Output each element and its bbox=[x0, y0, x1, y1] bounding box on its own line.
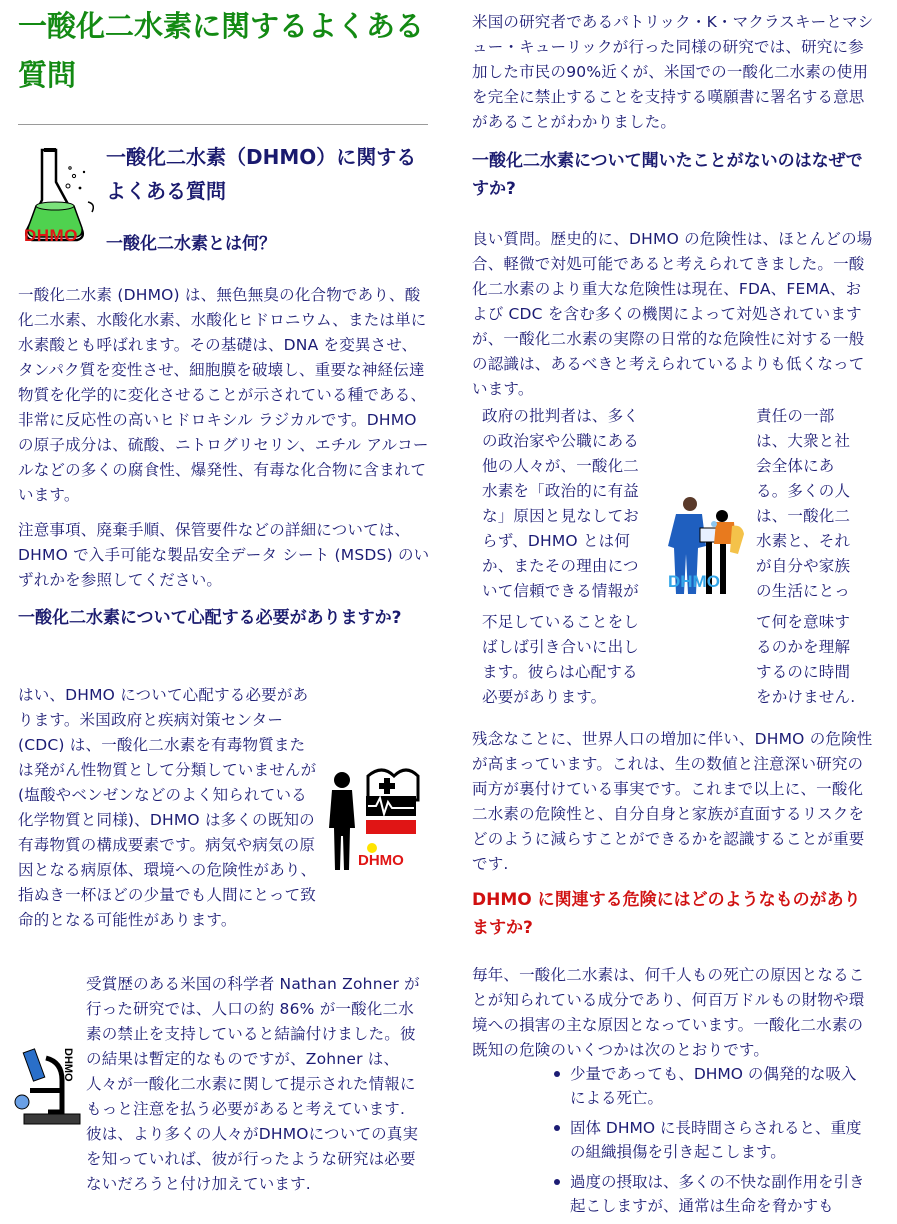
worry-heading: 一酸化二水素について心配する必要がありますか? bbox=[18, 608, 402, 628]
worry-section bbox=[18, 683, 318, 933]
never-heard-section bbox=[472, 147, 876, 402]
microscope-logo-text: DHMO bbox=[62, 1048, 74, 1082]
responsibility-text-a: 責任の一部は、大衆と社会全体にある。多くの人は、一酸化二水素と、それが自分や家族の生活にとっ bbox=[756, 407, 851, 600]
what-is-heading-wrap bbox=[106, 230, 426, 258]
mcclusky-paragraph: 米国の研究者であるパトリック・K・マクラスキーとマシュー・キューリックが行った同様の研究では、研究に参加した市民の90%近くが、米国での一酸化二水素の使用を完全に禁止することを支持する嘆願書に署名する意思があることがわかりました。 bbox=[472, 13, 874, 131]
hazards-heading: DHMO に関連する危険にはどのようなものがありますか? bbox=[472, 890, 861, 938]
worry-heading-wrap bbox=[18, 604, 430, 632]
people-logo-text: DHMO bbox=[668, 572, 720, 591]
page-title: 一酸化二水素に関するよくある質問 bbox=[18, 9, 425, 92]
flask-logo bbox=[22, 142, 104, 252]
never-heard-paragraph: 良い質問。歴史的に、DHMO の危険性は、ほとんどの場合、軽微で対処可能であると考えられてきました。一酸化二水素のより重大な危険性は現在、FDA、FEMA、および CDC を含む多くの機関によって対処されていますが、一酸化二水素の実際の日常的な危険性に対する一般の認識は、あるべきと考えられているよりも低くなっています。 bbox=[472, 230, 873, 398]
health-logo-text: DHMO bbox=[358, 852, 404, 869]
intro-heading: 一酸化二水素（DHMO）に関するよくある質問 bbox=[106, 145, 417, 203]
title-divider bbox=[18, 124, 428, 125]
microscope-logo bbox=[14, 1040, 84, 1130]
list-item: 少量であっても、DHMO の偶発的な吸入による死亡。 bbox=[552, 1062, 866, 1110]
never-heard-heading: 一酸化二水素について聞いたことがないのはなぜですか? bbox=[472, 151, 863, 199]
population-section bbox=[472, 727, 876, 877]
critics-text-b: 不足していることをしばしば引き合いに出します。彼らは心配する必要があります。 bbox=[482, 613, 640, 706]
hazards-list-wrap bbox=[552, 1062, 866, 1224]
hazards-section bbox=[472, 886, 876, 1063]
what-is-heading: 一酸化二水素とは何？ bbox=[106, 234, 276, 254]
intro-heading-block bbox=[106, 140, 426, 208]
worry-paragraph: はい、DHMO について心配する必要があります。米国政府と疾病対策センター (CDC) は、一酸化二水素を有毒物質または発がん性物質として分類していませんが (塩酸やベンゼンなどのよく知られている化学物質と同様)、DHMO は多くの既知の有毒物質の構成要素です。病気や病気の原因となる病原体、環境への危険性があり、指ぬき一杯ほどの少量でも人間にとって致命的となる可能性があります。 bbox=[18, 686, 317, 929]
list-item: 過度の摂取は、多くの不快な副作用を引き起こしますが、通常は生命を脅かすも bbox=[552, 1170, 866, 1218]
msds-paragraph: 注意事項、廃棄手順、保管要件などの詳細については、DHMO で入手可能な製品安全データ シート (MSDS) のいずれかを参照してください。 bbox=[18, 521, 430, 589]
hazards-list bbox=[552, 1062, 866, 1218]
health-logo bbox=[322, 766, 422, 876]
population-paragraph: 残念なことに、世界人口の増加に伴い、DHMO の危険性が高まっています。これは、生の数値と注意深い研究の両方が裏付けている事実です。これまで以上に、一酸化二水素の危険性と、自分自身と家族が直面するリスクをどのように減らすことができるかを認識することが重要です. bbox=[472, 730, 873, 873]
zohner-paragraph: 受賞歴のある米国の科学者 Nathan Zohner が行った研究では、人口の約 86% が一酸化二水素の禁止を支持していると結論付けました。彼の結果は暫定的なものですが、Zohner は、人々が一酸化二水素に関して提示された情報にもっと注意を払う必要があると考えています. 彼は、より多くの人々がDHMOについての真実を知っていれば、彼が行ったような研究は必要ないだろうと付け加えています. bbox=[86, 975, 420, 1193]
flask-logo-text: DHMO bbox=[24, 226, 78, 245]
critics-text-a: 政府の批判者は、多くの政治家や公職にある他の人々が、一酸化二水素を「政治的に有益な」原因と見なしておらず、DHMO とは何か、またその理由について信頼できる情報が bbox=[482, 407, 640, 600]
what-is-paragraph: 一酸化二水素 (DHMO) は、無色無臭の化合物であり、酸化二水素、水酸化水素、水酸化ヒドロニウム、または単に水素酸とも呼ばれます。その基礎は、DNA を変異させ、タンパク質を変性させ、細胞膜を破壊し、重要な神経伝達物質を化学的に変化させることが示されている種である、非常に反応性の高いヒドロキシル ラジカルです。DHMO の原子成分は、硫酸、ニトログリセリン、エチル アルコールなどの多くの腐食性、爆発性、有毒な化合物に含まれています。 bbox=[18, 286, 429, 504]
people-logo bbox=[660, 494, 752, 600]
hazards-paragraph: 毎年、一酸化二水素は、何千人もの死亡の原因となることが知られている成分であり、何百万ドルもの財物や環境への損害の主な原因となっています。一酸化二水素の既知の危険のいくつかは次のとおりです。 bbox=[472, 966, 865, 1059]
critics-column bbox=[482, 404, 648, 710]
responsibility-column bbox=[756, 404, 856, 710]
mcclusky-section bbox=[472, 10, 876, 135]
zohner-section bbox=[86, 972, 422, 1197]
what-is-section bbox=[18, 283, 430, 593]
list-item: 固体 DHMO に長時間さらされると、重度の組織損傷を引き起こします。 bbox=[552, 1116, 866, 1164]
responsibility-text-b: て何を意味するのかを理解するのに時間をかけません. bbox=[756, 613, 856, 706]
